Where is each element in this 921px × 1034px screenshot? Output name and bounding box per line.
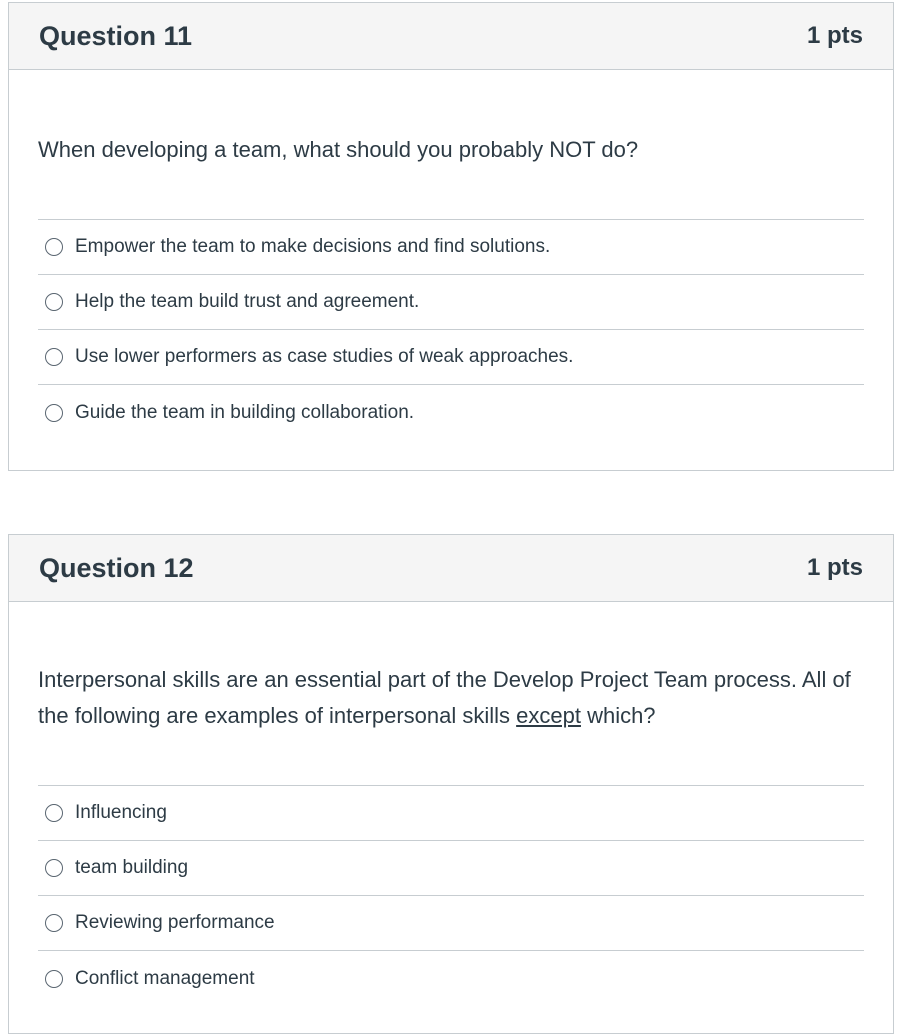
answer-label: Empower the team to make decisions and find solutions. (75, 236, 551, 257)
question-title: Question 12 (39, 552, 194, 583)
radio-button-icon[interactable] (45, 859, 63, 877)
answer-label: Influencing (75, 802, 167, 823)
answer-option[interactable] (38, 786, 864, 841)
radio-button-icon[interactable] (45, 970, 63, 988)
answer-option[interactable] (38, 275, 864, 330)
answer-option[interactable] (38, 841, 864, 896)
radio-button-icon[interactable] (45, 348, 63, 366)
question-text (38, 602, 864, 785)
radio-button-icon[interactable] (45, 238, 63, 256)
answer-list (38, 785, 864, 1006)
answer-option[interactable] (38, 951, 864, 1006)
radio-button-icon[interactable] (45, 293, 63, 311)
answer-label: Reviewing performance (75, 912, 275, 933)
answer-label: Guide the team in building collaboration. (75, 401, 415, 423)
radio-button-icon[interactable] (45, 804, 63, 822)
answer-option[interactable] (38, 385, 864, 440)
question-text: When developing a team, what should you probably NOT do? (38, 137, 639, 162)
question-body (9, 602, 893, 1006)
answer-option[interactable] (38, 220, 864, 275)
question-header (9, 3, 893, 70)
answer-option[interactable] (38, 896, 864, 951)
question-12-card (8, 534, 894, 1034)
answer-label: Use lower performers as case studies of weak approaches. (75, 346, 574, 367)
question-text-end: which? (580, 703, 656, 728)
answer-list (38, 219, 864, 440)
radio-button-icon[interactable] (45, 404, 63, 422)
question-text-emphasis: except (516, 703, 581, 728)
answer-option[interactable] (38, 330, 864, 385)
question-header (9, 535, 893, 602)
answer-label: Help the team build trust and agreement. (75, 291, 420, 312)
question-body (9, 70, 893, 440)
question-points: 1 pts (806, 554, 863, 581)
question-title: Question 11 (39, 20, 193, 51)
answer-label: team building (75, 857, 189, 878)
question-text-start: Interpersonal skills are an essential part of the Develop Project Team process. All of the following are examples of interpersonal skills (38, 667, 851, 728)
radio-button-icon[interactable] (45, 914, 63, 932)
question-points: 1 pts (806, 22, 863, 49)
answer-label: Conflict management (75, 967, 255, 989)
question-11-card (8, 2, 894, 471)
